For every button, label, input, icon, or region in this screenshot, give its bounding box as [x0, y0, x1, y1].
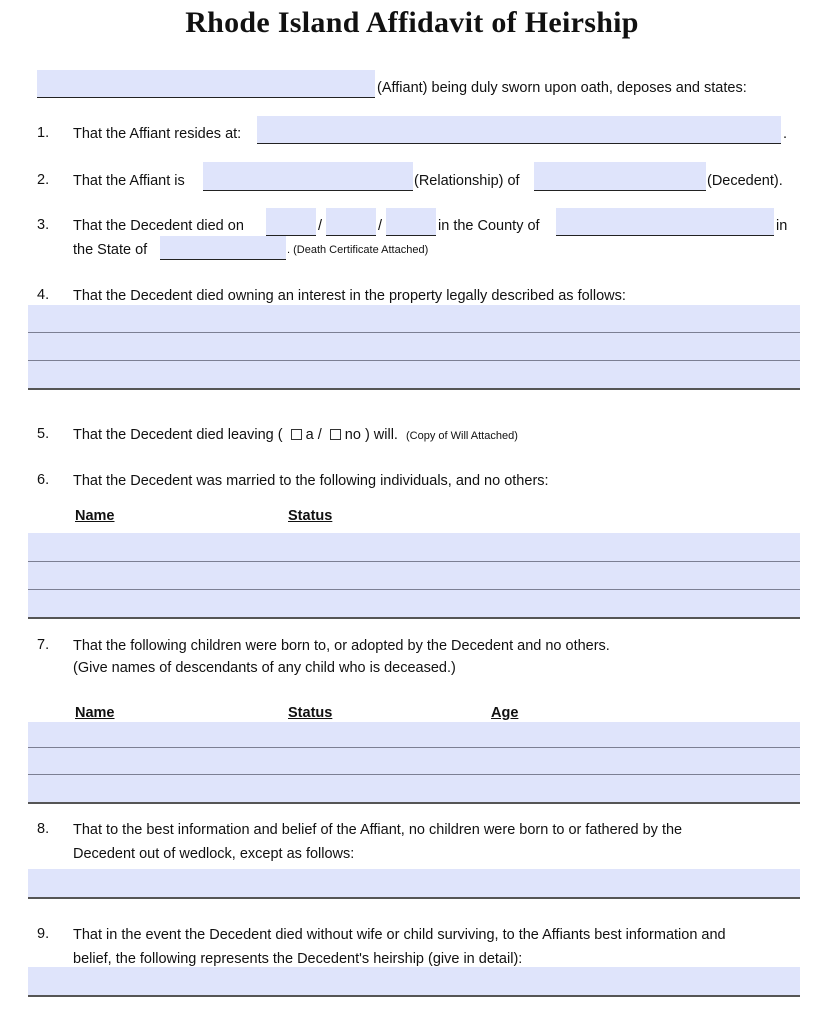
spouses-status-header: Status	[288, 508, 333, 524]
item-8-text: That to the best information and belief of the Affiant, no children were born to or fathered by the	[73, 822, 683, 838]
item-7-text: That the following children were born to, or adopted by the Decedent and no others.	[73, 638, 610, 654]
item-8-text-2: Decedent out of wedlock, except as follows:	[73, 846, 355, 862]
item-4-text: That the Decedent died owning an interest in the property legally described as follows:	[73, 288, 626, 304]
will-a-checkbox[interactable]	[291, 429, 302, 440]
children-name-header: Name	[75, 705, 115, 721]
spouses-field[interactable]	[28, 533, 800, 619]
death-year-field[interactable]	[386, 208, 436, 236]
item-9-text: That in the event the Decedent died without wife or child surviving, to the Affiants best information and	[73, 927, 726, 943]
item-7-number: 7.	[37, 637, 50, 653]
item-3-number: 3.	[37, 217, 50, 233]
children-field[interactable]	[28, 722, 800, 804]
item-3-in-label: in	[776, 218, 788, 234]
item-2-relationship-label: (Relationship) of	[414, 173, 520, 189]
copy-of-will-note: (Copy of Will Attached)	[406, 430, 518, 442]
document-title: Rhode Island Affidavit of Heirship	[185, 6, 639, 39]
item-2-decedent-label: (Decedent).	[707, 173, 783, 189]
children-age-header: Age	[491, 705, 519, 721]
death-certificate-note: . (Death Certificate Attached)	[287, 244, 429, 256]
death-day-field[interactable]	[326, 208, 376, 236]
property-description-field[interactable]	[28, 305, 800, 390]
children-status-header: Status	[288, 705, 333, 721]
date-slash-2: /	[378, 218, 383, 234]
intro-text: (Affiant) being duly sworn upon oath, deposes and states:	[377, 80, 747, 96]
item-2-text: That the Affiant is	[73, 173, 185, 189]
item-2-number: 2.	[37, 172, 50, 188]
item-5-text: That the Decedent died leaving (	[73, 427, 283, 443]
out-of-wedlock-field[interactable]	[28, 869, 800, 899]
item-6-text: That the Decedent was married to the following individuals, and no others:	[73, 473, 549, 489]
item-5-number: 5.	[37, 426, 50, 442]
affiant-address-field[interactable]	[257, 116, 781, 144]
item-1-number: 1.	[37, 125, 50, 141]
item-6-number: 6.	[37, 472, 50, 488]
item-7-text-2: (Give names of descendants of any child who is deceased.)	[73, 660, 456, 676]
item-3-text: That the Decedent died on	[73, 218, 244, 234]
date-slash-1: /	[318, 218, 323, 234]
heirship-field[interactable]	[28, 967, 800, 997]
item-9-text-2: belief, the following represents the Decedent's heirship (give in detail):	[73, 951, 523, 967]
item-5-end: ) will.	[364, 427, 398, 443]
will-no-label: no	[344, 427, 361, 443]
state-field[interactable]	[160, 236, 286, 260]
affiant-name-field[interactable]	[37, 70, 375, 98]
item-9-number: 9.	[37, 926, 50, 942]
item-1-text: That the Affiant resides at:	[73, 126, 242, 142]
spouses-name-header: Name	[75, 508, 115, 524]
item-8-number: 8.	[37, 821, 50, 837]
will-a-label: a /	[305, 427, 322, 443]
relationship-field[interactable]	[203, 162, 413, 191]
decedent-name-field[interactable]	[534, 162, 706, 191]
county-field[interactable]	[556, 208, 774, 236]
item-5-line	[73, 426, 518, 445]
item-3-county-label: in the County of	[438, 218, 540, 234]
death-month-field[interactable]	[266, 208, 316, 236]
item-4-number: 4.	[37, 287, 50, 303]
item-1-end: .	[783, 126, 788, 142]
will-no-checkbox[interactable]	[330, 429, 341, 440]
item-3-state-label: the State of	[73, 242, 148, 258]
